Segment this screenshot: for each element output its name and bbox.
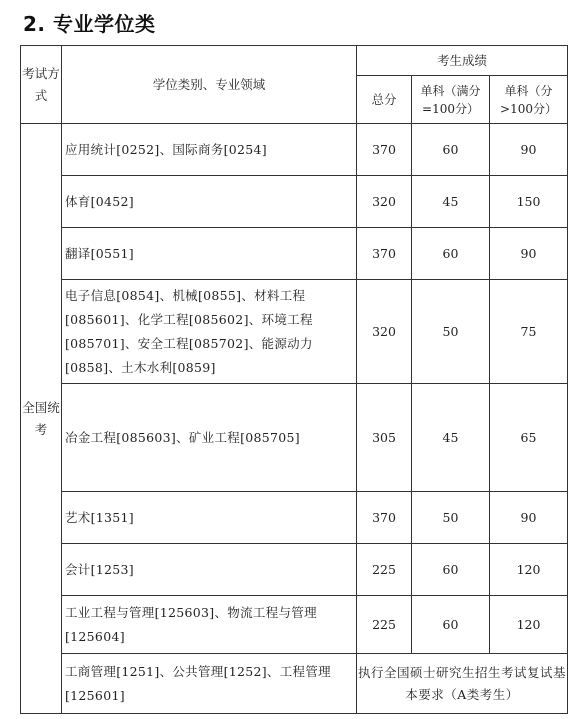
header-single-100: 单科（满分=100分） [412,76,490,124]
exam-method-cell: 全国统考 [21,124,62,714]
table-row [21,544,568,596]
field-cell: 电子信息[0854]、机械[0855]、材料工程[085601]、化学工程[085602]、环境工程[085701]、安全工程[085702]、能源动力[0858]、土木水利[0859] [62,280,357,384]
header-total: 总分 [357,76,412,124]
single-over100-cell: 90 [490,492,568,544]
total-score-cell: 370 [357,124,412,176]
score-requirements-table [20,45,568,714]
total-score-cell: 370 [357,228,412,280]
single-over100-cell: 75 [490,280,568,384]
single-over100-cell: 120 [490,544,568,596]
header-single-over100: 单科（分>100分） [490,76,568,124]
section-title: 2. 专业学位类 [23,12,156,36]
single-100-cell: 45 [412,384,490,492]
header-exam-method: 考试方式 [21,46,62,124]
field-cell: 应用统计[0252]、国际商务[0254] [62,124,357,176]
total-score-cell: 320 [357,176,412,228]
total-score-cell: 305 [357,384,412,492]
table-row [21,280,568,384]
single-100-cell: 50 [412,280,490,384]
requirement-note-cell: 执行全国硕士研究生招生考试复试基本要求（A类考生） [357,654,568,714]
single-over100-cell: 150 [490,176,568,228]
single-over100-cell: 90 [490,124,568,176]
header-score-group: 考生成绩 [357,46,568,76]
field-cell: 工业工程与管理[125603]、物流工程与管理[125604] [62,596,357,654]
single-over100-cell: 65 [490,384,568,492]
table-row [21,492,568,544]
table-row [21,124,568,176]
table-row [21,228,568,280]
single-100-cell: 60 [412,596,490,654]
table-row [21,384,568,492]
single-100-cell: 60 [412,544,490,596]
table-row [21,654,568,714]
field-cell: 体育[0452] [62,176,357,228]
single-100-cell: 45 [412,176,490,228]
single-over100-cell: 120 [490,596,568,654]
single-100-cell: 50 [412,492,490,544]
table-header-row [21,46,568,76]
single-100-cell: 60 [412,124,490,176]
field-cell: 艺术[1351] [62,492,357,544]
single-100-cell: 60 [412,228,490,280]
total-score-cell: 370 [357,492,412,544]
field-cell: 翻译[0551] [62,228,357,280]
total-score-cell: 225 [357,596,412,654]
field-cell: 冶金工程[085603]、矿业工程[085705] [62,384,357,492]
field-cell: 会计[1253] [62,544,357,596]
single-over100-cell: 90 [490,228,568,280]
table-row [21,596,568,654]
field-cell: 工商管理[1251]、公共管理[1252]、工程管理[125601] [62,654,357,714]
table-row [21,176,568,228]
total-score-cell: 225 [357,544,412,596]
header-category: 学位类别、专业领域 [62,46,357,124]
total-score-cell: 320 [357,280,412,384]
